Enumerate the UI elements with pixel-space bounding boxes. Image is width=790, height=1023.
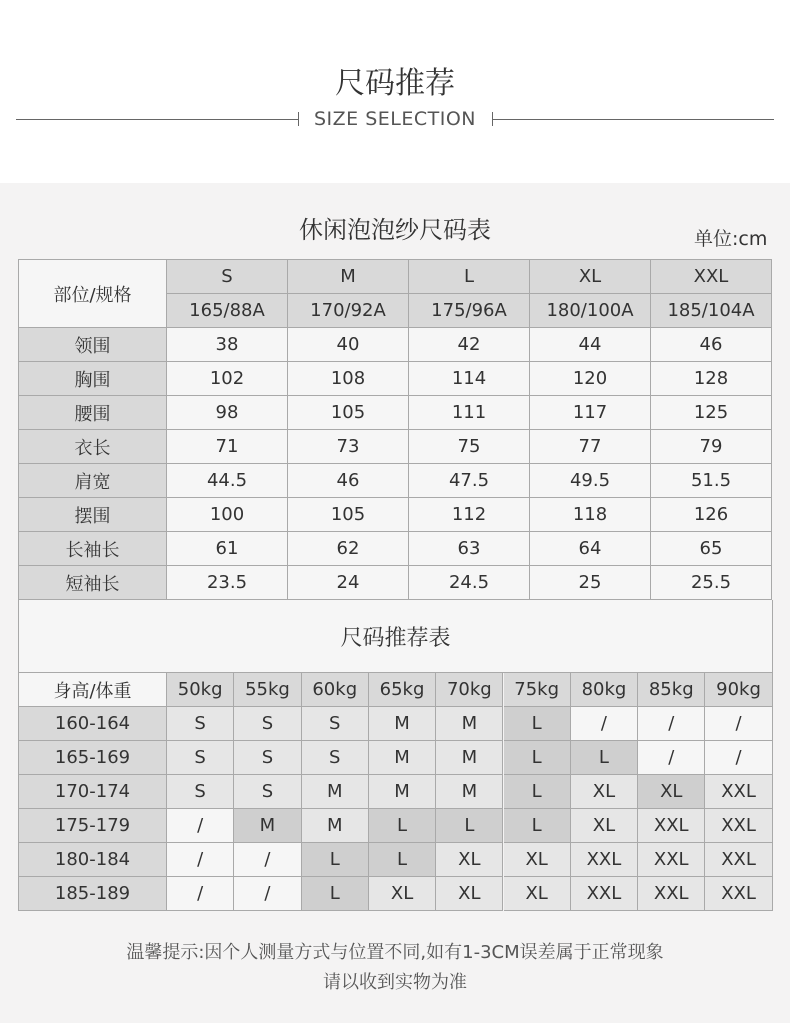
measure-value: 120 [530,362,651,396]
size-recommendation: L [369,843,436,877]
measure-value: 61 [167,532,288,566]
measure-label: 摆围 [19,498,167,532]
size-recommendation: / [167,877,234,911]
size-recommendation: / [638,741,705,775]
size-table-title: 休闲泡泡纱尺码表 [299,216,491,244]
height-label: 165-169 [19,741,167,775]
spec-header: 180/100A [530,294,651,328]
size-header: XL [530,260,651,294]
weight-header: 65kg [369,673,436,707]
size-recommendation: XL [504,843,571,877]
spec-header: 165/88A [167,294,288,328]
size-recommendation: S [234,741,301,775]
measure-value: 25.5 [651,566,772,600]
size-recommendation: / [705,707,772,741]
spec-header: 185/104A [651,294,772,328]
size-table [18,259,772,600]
weight-header: 80kg [571,673,638,707]
tip-note-2: 请以收到实物为准 [323,972,467,993]
weight-header: 70kg [436,673,503,707]
measure-value: 79 [651,430,772,464]
header [0,0,790,183]
height-label: 180-184 [19,843,167,877]
page-subtitle: SIZE SELECTION [313,108,477,130]
measure-value: 71 [167,430,288,464]
size-recommendation: / [638,707,705,741]
size-recommendation: L [504,707,571,741]
size-recommendation: XXL [705,809,772,843]
height-label: 185-189 [19,877,167,911]
size-recommendation: L [504,741,571,775]
size-recommendation: L [436,809,503,843]
size-recommendation: M [302,775,369,809]
size-recommendation: S [234,775,301,809]
measure-value: 42 [409,328,530,362]
measure-value: 62 [288,532,409,566]
divider-right [493,119,774,120]
measure-value: 24 [288,566,409,600]
size-recommendation: M [369,775,436,809]
recommend-table-title: 尺码推荐表 [19,600,773,673]
measure-value: 64 [530,532,651,566]
size-recommendation: / [234,843,301,877]
height-label: 170-174 [19,775,167,809]
size-header: L [409,260,530,294]
measure-value: 117 [530,396,651,430]
measure-label: 肩宽 [19,464,167,498]
size-recommendation: S [167,775,234,809]
measure-label: 长袖长 [19,532,167,566]
height-label: 175-179 [19,809,167,843]
measure-value: 47.5 [409,464,530,498]
size-recommendation: XL [504,877,571,911]
size-recommendation: L [504,775,571,809]
measure-value: 49.5 [530,464,651,498]
size-recommendation: S [234,707,301,741]
size-recommendation: M [369,741,436,775]
size-recommendation: L [369,809,436,843]
measure-value: 108 [288,362,409,396]
size-recommendation: S [167,707,234,741]
size-recommendation: XXL [638,877,705,911]
size-recommendation: / [234,877,301,911]
size-recommendation: M [369,707,436,741]
size-recommendation: M [436,707,503,741]
size-header: S [167,260,288,294]
size-recommendation: XL [638,775,705,809]
tip-note: 温馨提示:因个人测量方式与位置不同,如有1-3CM误差属于正常现象 [126,942,664,963]
measure-value: 46 [651,328,772,362]
measure-value: 102 [167,362,288,396]
measure-value: 128 [651,362,772,396]
measure-value: 24.5 [409,566,530,600]
measure-value: 25 [530,566,651,600]
size-recommendation: M [234,809,301,843]
measure-value: 125 [651,396,772,430]
weight-header: 60kg [302,673,369,707]
weight-header: 55kg [234,673,301,707]
size-recommendation: / [167,843,234,877]
recommend-table [18,600,772,911]
measure-value: 73 [288,430,409,464]
size-recommendation: M [302,809,369,843]
size-recommendation: XXL [638,809,705,843]
measure-value: 75 [409,430,530,464]
size-header: XXL [651,260,772,294]
page-title: 尺码推荐 [335,66,455,101]
size-recommendation: XXL [705,877,772,911]
measure-value: 44 [530,328,651,362]
spec-header: 175/96A [409,294,530,328]
measure-value: 63 [409,532,530,566]
measure-value: 98 [167,396,288,430]
corner-label: 部位/规格 [19,260,167,328]
measure-value: 51.5 [651,464,772,498]
measure-value: 23.5 [167,566,288,600]
measure-value: 40 [288,328,409,362]
measure-value: 111 [409,396,530,430]
measure-label: 衣长 [19,430,167,464]
measure-label: 胸围 [19,362,167,396]
size-recommendation: S [167,741,234,775]
size-recommendation: XXL [705,843,772,877]
size-recommendation: L [302,877,369,911]
measure-value: 105 [288,498,409,532]
measure-value: 44.5 [167,464,288,498]
size-recommendation: S [302,707,369,741]
measure-value: 77 [530,430,651,464]
weight-header: 50kg [167,673,234,707]
measure-value: 112 [409,498,530,532]
measure-label: 领围 [19,328,167,362]
size-header: M [288,260,409,294]
weight-header: 85kg [638,673,705,707]
size-recommendation: / [571,707,638,741]
size-recommendation: XL [571,775,638,809]
size-recommendation: XL [436,877,503,911]
size-recommendation: M [436,775,503,809]
size-recommendation: / [705,741,772,775]
measure-value: 126 [651,498,772,532]
measure-value: 118 [530,498,651,532]
weight-header: 75kg [504,673,571,707]
size-recommendation: XL [369,877,436,911]
height-label: 160-164 [19,707,167,741]
size-recommendation: XXL [638,843,705,877]
size-recommendation: L [504,809,571,843]
measure-value: 65 [651,532,772,566]
size-recommendation: XXL [571,877,638,911]
measure-value: 46 [288,464,409,498]
weight-header: 90kg [705,673,772,707]
measure-value: 114 [409,362,530,396]
corner-label: 身高/体重 [19,673,167,707]
measure-value: 38 [167,328,288,362]
size-recommendation: L [571,741,638,775]
measure-label: 短袖长 [19,566,167,600]
measure-label: 腰围 [19,396,167,430]
unit-label: 单位:cm [694,228,768,250]
measure-value: 100 [167,498,288,532]
size-recommendation: / [167,809,234,843]
measure-value: 105 [288,396,409,430]
size-recommendation: L [302,843,369,877]
size-recommendation: M [436,741,503,775]
spec-header: 170/92A [288,294,409,328]
size-recommendation: XL [571,809,638,843]
size-recommendation: XXL [571,843,638,877]
size-recommendation: S [302,741,369,775]
size-recommendation: XXL [705,775,772,809]
size-recommendation: XL [436,843,503,877]
